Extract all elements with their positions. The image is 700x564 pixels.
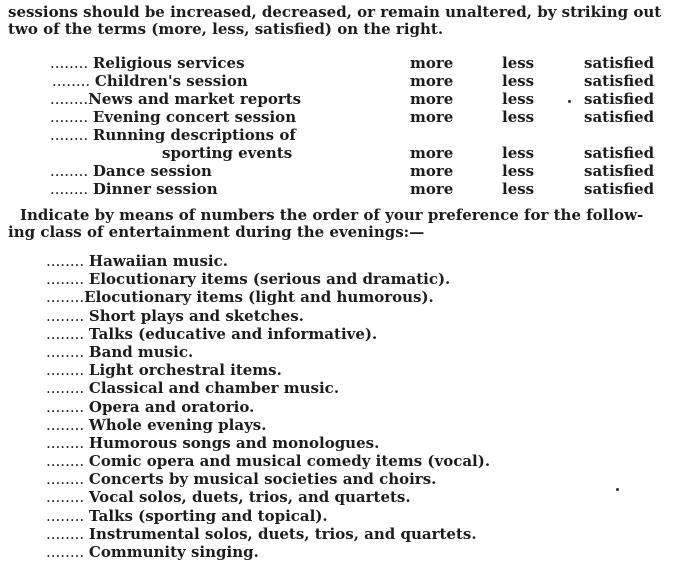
option-satisfied[interactable]: satisfied xyxy=(584,72,655,90)
rating-row xyxy=(0,54,700,72)
preference-dots[interactable]: ........ xyxy=(46,470,89,489)
rating-dots[interactable]: ........ xyxy=(50,162,93,180)
preference-item xyxy=(46,343,490,361)
preference-item xyxy=(46,270,490,288)
preference-label: Opera and oratorio. xyxy=(88,397,255,416)
rating-label: Dance session xyxy=(92,162,212,180)
preference-dots[interactable]: ........ xyxy=(46,324,89,343)
preference-item xyxy=(46,398,490,416)
rating-row xyxy=(0,180,700,198)
preference-label: Talks (sporting and topical). xyxy=(88,506,328,525)
preference-item xyxy=(46,325,490,343)
preference-label: Comic opera and musical comedy items (vocal). xyxy=(88,452,491,471)
preference-dots[interactable]: ........ xyxy=(46,397,89,416)
preference-dots[interactable]: ........ xyxy=(46,543,89,561)
rating-dots[interactable]: ........ xyxy=(50,180,93,198)
option-satisfied[interactable]: satisfied xyxy=(584,108,655,126)
option-more[interactable]: more xyxy=(410,144,454,162)
rating-dots[interactable]: ........ xyxy=(52,72,95,90)
preference-item xyxy=(46,434,490,452)
rating-list xyxy=(0,54,700,198)
rating-label: Running descriptions of xyxy=(92,126,296,144)
preference-label: Whole evening plays. xyxy=(88,415,267,434)
option-less[interactable]: less xyxy=(502,108,535,126)
preference-label: Concerts by musical societies and choirs. xyxy=(88,470,437,489)
preference-item xyxy=(46,525,490,543)
option-satisfied[interactable]: satisfied xyxy=(584,144,655,162)
option-satisfied[interactable]: satisfied xyxy=(584,54,655,72)
print-speck xyxy=(568,100,571,103)
preference-item xyxy=(46,470,490,488)
preference-item xyxy=(46,252,490,270)
preference-dots[interactable]: ........ xyxy=(46,288,85,307)
option-satisfied[interactable]: satisfied xyxy=(584,90,655,108)
preference-dots[interactable]: ........ xyxy=(46,524,89,543)
rating-dots[interactable]: ........ xyxy=(50,90,89,108)
rating-row xyxy=(0,72,700,90)
rating-row xyxy=(0,108,700,126)
instruction-line-2: ing class of entertainment during the evenings:— xyxy=(8,223,425,241)
option-less[interactable]: less xyxy=(502,144,535,162)
option-less[interactable]: less xyxy=(502,162,535,180)
preference-dots[interactable]: ........ xyxy=(46,506,89,525)
preference-label: Elocutionary items (serious and dramatic). xyxy=(88,270,451,289)
option-less[interactable]: less xyxy=(502,180,535,198)
preference-item xyxy=(46,307,490,325)
print-speck xyxy=(616,488,619,491)
option-less[interactable]: less xyxy=(502,72,535,90)
preference-label: Vocal solos, duets, trios, and quartets. xyxy=(88,488,411,507)
option-more[interactable]: more xyxy=(410,90,454,108)
preference-label: Community singing. xyxy=(88,543,259,561)
rating-row xyxy=(0,90,700,108)
preference-item xyxy=(46,507,490,525)
preference-dots[interactable]: ........ xyxy=(46,361,89,380)
preference-label: Humorous songs and monologues. xyxy=(88,433,380,452)
preference-item xyxy=(46,288,490,306)
preference-item xyxy=(46,488,490,506)
preference-item xyxy=(46,379,490,397)
preference-dots[interactable]: ........ xyxy=(46,452,89,471)
preference-label: Band music. xyxy=(88,342,194,361)
option-satisfied[interactable]: satisfied xyxy=(584,162,655,180)
preference-label: Hawaiian music. xyxy=(88,252,228,270)
preference-dots[interactable]: ........ xyxy=(46,488,89,507)
preference-item xyxy=(46,452,490,470)
option-satisfied[interactable]: satisfied xyxy=(584,180,655,198)
rating-dots[interactable]: ........ xyxy=(50,126,93,144)
rating-label: Religious services xyxy=(92,54,245,72)
preference-dots[interactable]: ........ xyxy=(46,270,89,289)
preference-dots[interactable]: ........ xyxy=(46,433,89,452)
preference-dots[interactable]: ........ xyxy=(46,342,89,361)
option-less[interactable]: less xyxy=(502,90,535,108)
preference-label: Short plays and sketches. xyxy=(88,306,304,325)
preference-label: Light orchestral items. xyxy=(88,361,282,380)
option-more[interactable]: more xyxy=(410,108,454,126)
preference-dots[interactable]: ........ xyxy=(46,415,89,434)
preference-item xyxy=(46,416,490,434)
option-more[interactable]: more xyxy=(410,162,454,180)
intro-paragraph xyxy=(8,4,696,38)
preference-item xyxy=(46,543,490,561)
option-less[interactable]: less xyxy=(502,54,535,72)
preference-label: Instrumental solos, duets, trios, and quartets. xyxy=(88,524,477,543)
preference-list xyxy=(46,252,490,561)
rating-label-continued: sporting events xyxy=(162,144,293,162)
rating-dots[interactable]: ........ xyxy=(50,108,93,126)
instruction-paragraph xyxy=(8,207,698,241)
preference-item xyxy=(46,361,490,379)
preference-label: Talks (educative and informative). xyxy=(88,324,378,343)
rating-row xyxy=(0,162,700,180)
preference-label: Elocutionary items (light and humorous). xyxy=(84,288,434,307)
rating-label: Dinner session xyxy=(92,180,218,198)
preference-dots[interactable]: ........ xyxy=(46,252,89,270)
rating-label: Evening concert session xyxy=(92,108,297,126)
rating-dots[interactable]: ........ xyxy=(50,54,93,72)
preference-label: Classical and chamber music. xyxy=(88,379,340,398)
intro-line-2: two of the terms (more, less, satisfied) on the right. xyxy=(8,20,444,38)
rating-label: News and market reports xyxy=(88,90,302,108)
option-more[interactable]: more xyxy=(410,180,454,198)
option-more[interactable]: more xyxy=(410,72,454,90)
preference-dots[interactable]: ........ xyxy=(46,379,89,398)
rating-label: Children's session xyxy=(94,72,248,90)
option-more[interactable]: more xyxy=(410,54,454,72)
intro-line-1: sessions should be increased, decreased, or remain unaltered, by striking out xyxy=(8,3,662,21)
rating-row xyxy=(0,126,700,162)
instruction-line-1: Indicate by means of numbers the order of your preference for the follow- xyxy=(20,206,644,224)
preference-dots[interactable]: ........ xyxy=(46,306,89,325)
